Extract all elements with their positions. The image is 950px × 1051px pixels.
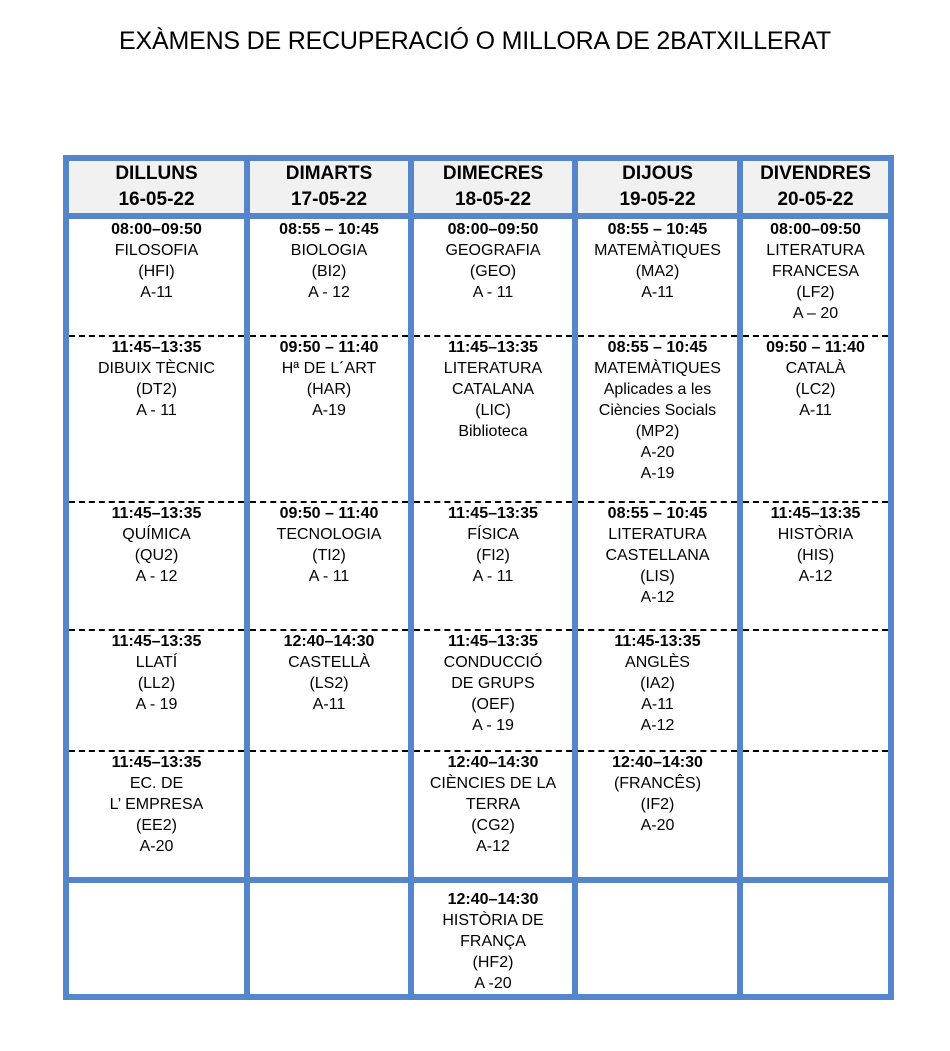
- exam-line: A - 19: [472, 717, 514, 734]
- exam-cell: [247, 630, 411, 751]
- exam-line: A-12: [640, 589, 675, 606]
- exam-line: (LL2): [137, 675, 176, 692]
- exam-cell: [411, 502, 575, 630]
- exam-time: 11:45-13:35: [614, 633, 701, 650]
- exam-line: MATEMÀTIQUES: [594, 242, 721, 259]
- day-header-inner: [578, 161, 737, 213]
- exam-time: 08:00–09:50: [111, 221, 202, 238]
- exam-cell: [66, 630, 247, 751]
- exam-cell: [247, 216, 411, 336]
- day-name: DILLUNS: [115, 163, 198, 185]
- exam-line: HISTÒRIA: [777, 526, 854, 543]
- exam-time: 08:55 – 10:45: [279, 221, 379, 238]
- exam-cell: [740, 502, 891, 630]
- exam-time: 11:45–13:35: [448, 505, 538, 522]
- exam-line: A-20: [640, 444, 675, 461]
- day-header-inner: [250, 161, 408, 213]
- exam-line: TERRA: [465, 796, 521, 813]
- exam-time: 09:50 – 11:40: [279, 505, 379, 522]
- exam-line: Biblioteca: [458, 423, 528, 440]
- exam-line: ANGLÈS: [625, 654, 690, 671]
- day-name: DIMECRES: [442, 163, 544, 185]
- day-date: 17-05-22: [290, 189, 368, 210]
- exam-line: (HFI): [138, 263, 175, 280]
- exam-line: (HF2): [472, 954, 514, 971]
- schedule-body: [66, 216, 891, 997]
- exam-line: LLATÍ: [135, 654, 178, 671]
- day-header-cell: [247, 158, 411, 216]
- exam-line: MATEMÀTIQUES: [594, 360, 721, 377]
- exam-line: BIOLOGIA: [290, 242, 368, 259]
- exam-line: (DT2): [136, 381, 177, 398]
- exam-line: Hª DE L´ART: [281, 360, 377, 377]
- exam-row: [66, 216, 891, 336]
- exam-cell: [66, 502, 247, 630]
- exam-line: (MA2): [635, 263, 680, 280]
- exam-line: A-12: [798, 568, 833, 585]
- exam-cell: [575, 502, 740, 630]
- exam-time: 11:45–13:35: [448, 339, 538, 356]
- day-header-row: [66, 158, 891, 216]
- exam-line: CIÈNCIES DE LA: [429, 775, 557, 792]
- schedule-head: [66, 158, 891, 216]
- exam-line: A-11: [641, 696, 674, 713]
- exam-line: (IF2): [640, 796, 675, 813]
- exam-schedule-table: [63, 155, 894, 1000]
- day-header-cell: [411, 158, 575, 216]
- exam-time: 11:45–13:35: [111, 339, 202, 356]
- exam-time: 08:55 – 10:45: [607, 339, 708, 356]
- exam-row: [66, 880, 891, 997]
- exam-time: 09:50 – 11:40: [279, 339, 379, 356]
- exam-line: A-20: [139, 838, 174, 855]
- exam-line: FRANÇA: [460, 933, 526, 950]
- exam-cell: [575, 216, 740, 336]
- exam-line: A - 11: [472, 568, 514, 585]
- exam-cell: [411, 216, 575, 336]
- exam-line: (LIC): [475, 402, 511, 419]
- exam-time: 11:45–13:35: [770, 505, 861, 522]
- exam-line: CONDUCCIÓ: [443, 654, 543, 671]
- page-title: EXÀMENS DE RECUPERACIÓ O MILLORA DE 2BATXILLERAT: [119, 27, 831, 55]
- exam-line: LITERATURA: [608, 526, 707, 543]
- exam-line: (BI2): [311, 263, 347, 280]
- exam-line: A-12: [640, 717, 675, 734]
- day-date: 20-05-22: [777, 189, 854, 210]
- exam-line: A-19: [312, 402, 346, 419]
- exam-line: DE GRUPS: [451, 675, 535, 692]
- exam-time: 08:55 – 10:45: [607, 505, 708, 522]
- exam-line: (QU2): [134, 547, 179, 564]
- empty-cell: [247, 880, 411, 997]
- empty-cell: [66, 880, 247, 997]
- exam-line: L’ EMPRESA: [109, 796, 204, 813]
- exam-line: A-19: [640, 465, 675, 482]
- exam-line: (OEF): [471, 696, 515, 713]
- exam-line: A - 11: [472, 284, 514, 301]
- day-header-inner: [743, 161, 888, 213]
- exam-cell: [411, 751, 575, 880]
- exam-cell: [740, 336, 891, 502]
- exam-line: A-12: [476, 838, 510, 855]
- exam-line: FILOSOFIA: [114, 242, 199, 259]
- empty-cell: [247, 751, 411, 880]
- exam-line: A-11: [140, 284, 173, 301]
- exam-line: (EE2): [136, 817, 177, 834]
- exam-line: (FI2): [476, 547, 510, 564]
- exam-line: (HIS): [796, 547, 835, 564]
- exam-line: FÍSICA: [467, 526, 519, 543]
- exam-time: 11:45–13:35: [448, 633, 538, 650]
- exam-cell: [66, 751, 247, 880]
- exam-row: [66, 751, 891, 880]
- exam-line: (GEO): [469, 263, 517, 280]
- exam-time: 11:45–13:35: [111, 505, 202, 522]
- day-date: 18-05-22: [454, 189, 532, 210]
- day-name: DIJOUS: [622, 163, 693, 185]
- empty-cell: [740, 630, 891, 751]
- day-header-cell: [740, 158, 891, 216]
- exam-line: TECNOLOGIA: [276, 526, 382, 543]
- exam-time: 08:00–09:50: [447, 221, 539, 238]
- exam-line: Aplicades a les: [603, 381, 712, 398]
- exam-line: (LIS): [640, 568, 675, 585]
- empty-cell: [740, 880, 891, 997]
- day-header-cell: [575, 158, 740, 216]
- exam-line: A-11: [799, 402, 832, 419]
- exam-time: 12:40–14:30: [447, 891, 539, 908]
- empty-cell: [575, 880, 740, 997]
- exam-line: FRANCESA: [771, 263, 860, 280]
- exam-line: Ciències Socials: [598, 402, 717, 419]
- exam-line: CATALANA: [451, 381, 535, 398]
- exam-cell: [411, 336, 575, 502]
- day-date: 16-05-22: [118, 189, 195, 210]
- exam-cell: [411, 630, 575, 751]
- exam-line: (LC2): [795, 381, 836, 398]
- exam-line: A – 20: [792, 305, 839, 322]
- exam-line: (HAR): [306, 381, 352, 398]
- exam-time: 12:40–14:30: [283, 633, 375, 650]
- exam-line: QUÍMICA: [122, 526, 191, 543]
- exam-line: (FRANCÊS): [613, 775, 702, 792]
- exam-line: HISTÒRIA DE: [442, 912, 544, 929]
- exam-cell: [66, 336, 247, 502]
- exam-line: DIBUIX TÈCNIC: [97, 360, 216, 377]
- exam-line: A-20: [640, 817, 675, 834]
- exam-line: (TI2): [312, 547, 346, 564]
- exam-time: 12:40–14:30: [447, 754, 539, 771]
- exam-line: CASTELLANA: [605, 547, 710, 564]
- day-date: 19-05-22: [619, 189, 696, 210]
- exam-row: [66, 630, 891, 751]
- exam-line: (IA2): [640, 675, 675, 692]
- exam-time: 11:45–13:35: [111, 754, 202, 771]
- day-header-inner: [69, 161, 244, 213]
- exam-cell: [575, 751, 740, 880]
- exam-line: A - 11: [308, 568, 350, 585]
- exam-cell: [247, 502, 411, 630]
- exam-line: (MP2): [635, 423, 680, 440]
- exam-line: LITERATURA: [766, 242, 865, 259]
- exam-line: (LF2): [796, 284, 835, 301]
- exam-line: CATALÀ: [785, 360, 846, 377]
- day-name: DIVENDRES: [760, 163, 871, 185]
- exam-line: LITERATURA: [443, 360, 543, 377]
- exam-line: A - 12: [135, 568, 178, 585]
- exam-time: 12:40–14:30: [612, 754, 703, 771]
- exam-cell: [411, 880, 575, 997]
- exam-time: 08:00–09:50: [770, 221, 861, 238]
- exam-line: CASTELLÀ: [288, 654, 370, 671]
- exam-cell: [247, 336, 411, 502]
- exam-line: A - 11: [136, 402, 177, 419]
- exam-cell: [575, 336, 740, 502]
- exam-line: A - 12: [308, 284, 350, 301]
- exam-cell: [575, 630, 740, 751]
- day-name: DIMARTS: [285, 163, 373, 185]
- exam-line: A -20: [474, 975, 512, 992]
- exam-line: A-11: [312, 696, 346, 713]
- exam-line: A - 19: [135, 696, 178, 713]
- exam-row: [66, 336, 891, 502]
- exam-cell: [740, 216, 891, 336]
- exam-line: EC. DE: [129, 775, 184, 792]
- day-header-inner: [414, 161, 572, 213]
- exam-time: 09:50 – 11:40: [766, 339, 865, 356]
- exam-line: GEOGRAFIA: [445, 242, 541, 259]
- exam-time: 08:55 – 10:45: [607, 221, 708, 238]
- day-header-cell: [66, 158, 247, 216]
- exam-cell: [66, 216, 247, 336]
- exam-line: (CG2): [471, 817, 515, 834]
- exam-time: 11:45–13:35: [111, 633, 202, 650]
- empty-cell: [740, 751, 891, 880]
- exam-line: (LS2): [309, 675, 349, 692]
- exam-row: [66, 502, 891, 630]
- exam-line: A-11: [641, 284, 674, 301]
